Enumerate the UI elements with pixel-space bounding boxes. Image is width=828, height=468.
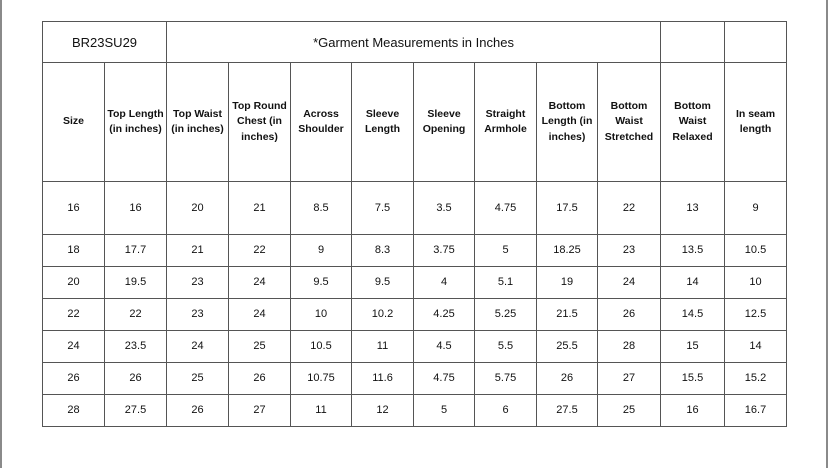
- title-row: [43, 22, 787, 63]
- style-code: BR23SU29: [43, 22, 167, 63]
- table-cell: 9.5: [291, 267, 352, 299]
- left-page-edge: [0, 0, 2, 468]
- garment-measurement-table: [42, 21, 787, 427]
- table-cell: 24: [167, 331, 229, 363]
- table-cell: 4.75: [414, 363, 475, 395]
- table-cell: 12.5: [725, 299, 787, 331]
- table-cell: 20: [167, 182, 229, 235]
- table-cell: 12: [352, 395, 414, 427]
- table-cell: 25: [167, 363, 229, 395]
- column-header: Top Round Chest (in inches): [229, 63, 291, 182]
- table-cell: 23: [167, 267, 229, 299]
- table-cell: 27.5: [105, 395, 167, 427]
- table-cell: 21.5: [537, 299, 598, 331]
- table-row: [43, 331, 787, 363]
- table-cell: 16: [661, 395, 725, 427]
- table-cell: 27: [598, 363, 661, 395]
- table-cell: 5: [414, 395, 475, 427]
- table-cell: 23: [167, 299, 229, 331]
- table-cell: 13: [661, 182, 725, 235]
- table-cell: 25: [229, 331, 291, 363]
- table-row: [43, 182, 787, 235]
- table-cell: 13.5: [661, 235, 725, 267]
- column-header: Top Length (in inches): [105, 63, 167, 182]
- table-cell: 22: [598, 182, 661, 235]
- table-cell: 11: [352, 331, 414, 363]
- table-cell: 10.5: [291, 331, 352, 363]
- table-row: [43, 395, 787, 427]
- table-cell: 19: [537, 267, 598, 299]
- table-cell: 26: [43, 363, 105, 395]
- table-cell: 26: [537, 363, 598, 395]
- table-cell: 24: [598, 267, 661, 299]
- table-cell: 26: [598, 299, 661, 331]
- table-cell: 23.5: [105, 331, 167, 363]
- table-cell: 14: [661, 267, 725, 299]
- table-cell: 16: [43, 182, 105, 235]
- table-title: *Garment Measurements in Inches: [167, 22, 661, 63]
- table-cell: 17.5: [537, 182, 598, 235]
- table-cell: 18.25: [537, 235, 598, 267]
- empty-title-cell: [725, 22, 787, 63]
- table-cell: 19.5: [105, 267, 167, 299]
- table-cell: 15.5: [661, 363, 725, 395]
- column-header: Size: [43, 63, 105, 182]
- table-cell: 4: [414, 267, 475, 299]
- table-cell: 8.5: [291, 182, 352, 235]
- empty-title-cell: [661, 22, 725, 63]
- table-cell: 6: [475, 395, 537, 427]
- column-header: Across Shoulder: [291, 63, 352, 182]
- table-cell: 20: [43, 267, 105, 299]
- table-cell: 18: [43, 235, 105, 267]
- table-cell: 9.5: [352, 267, 414, 299]
- table-cell: 22: [43, 299, 105, 331]
- header-row: [43, 63, 787, 182]
- table-cell: 9: [291, 235, 352, 267]
- table-cell: 5.75: [475, 363, 537, 395]
- table-cell: 28: [598, 331, 661, 363]
- table-cell: 5: [475, 235, 537, 267]
- table-cell: 10.2: [352, 299, 414, 331]
- table-cell: 16: [105, 182, 167, 235]
- table-cell: 10: [725, 267, 787, 299]
- column-header: Bottom Length (in inches): [537, 63, 598, 182]
- table-cell: 15.2: [725, 363, 787, 395]
- table-cell: 21: [229, 182, 291, 235]
- table-cell: 23: [598, 235, 661, 267]
- column-header: In seam length: [725, 63, 787, 182]
- table-cell: 15: [661, 331, 725, 363]
- table-cell: 7.5: [352, 182, 414, 235]
- table-cell: 16.7: [725, 395, 787, 427]
- table-cell: 5.1: [475, 267, 537, 299]
- column-header: Top Waist (in inches): [167, 63, 229, 182]
- table-cell: 26: [229, 363, 291, 395]
- table-cell: 26: [105, 363, 167, 395]
- table-cell: 4.75: [475, 182, 537, 235]
- table-cell: 5.25: [475, 299, 537, 331]
- column-header: Bottom Waist Stretched: [598, 63, 661, 182]
- table-cell: 24: [43, 331, 105, 363]
- table-cell: 10.75: [291, 363, 352, 395]
- table-row: [43, 235, 787, 267]
- table-cell: 10.5: [725, 235, 787, 267]
- table-cell: 24: [229, 267, 291, 299]
- table-row: [43, 267, 787, 299]
- table-cell: 27.5: [537, 395, 598, 427]
- column-header: Bottom Waist Relaxed: [661, 63, 725, 182]
- table-cell: 25: [598, 395, 661, 427]
- table-cell: 22: [105, 299, 167, 331]
- table-cell: 25.5: [537, 331, 598, 363]
- table-cell: 28: [43, 395, 105, 427]
- table-cell: 4.5: [414, 331, 475, 363]
- table-cell: 26: [167, 395, 229, 427]
- table-cell: 3.75: [414, 235, 475, 267]
- table-cell: 22: [229, 235, 291, 267]
- table-cell: 3.5: [414, 182, 475, 235]
- table-cell: 4.25: [414, 299, 475, 331]
- table-cell: 10: [291, 299, 352, 331]
- table-cell: 14.5: [661, 299, 725, 331]
- table-cell: 5.5: [475, 331, 537, 363]
- table-row: [43, 363, 787, 395]
- table-cell: 27: [229, 395, 291, 427]
- column-header: Sleeve Length: [352, 63, 414, 182]
- table-cell: 14: [725, 331, 787, 363]
- table-cell: 8.3: [352, 235, 414, 267]
- table-row: [43, 299, 787, 331]
- column-header: Sleeve Opening: [414, 63, 475, 182]
- table-cell: 21: [167, 235, 229, 267]
- table-cell: 11.6: [352, 363, 414, 395]
- table-cell: 17.7: [105, 235, 167, 267]
- table-cell: 9: [725, 182, 787, 235]
- table-cell: 11: [291, 395, 352, 427]
- table-cell: 24: [229, 299, 291, 331]
- column-header: Straight Armhole: [475, 63, 537, 182]
